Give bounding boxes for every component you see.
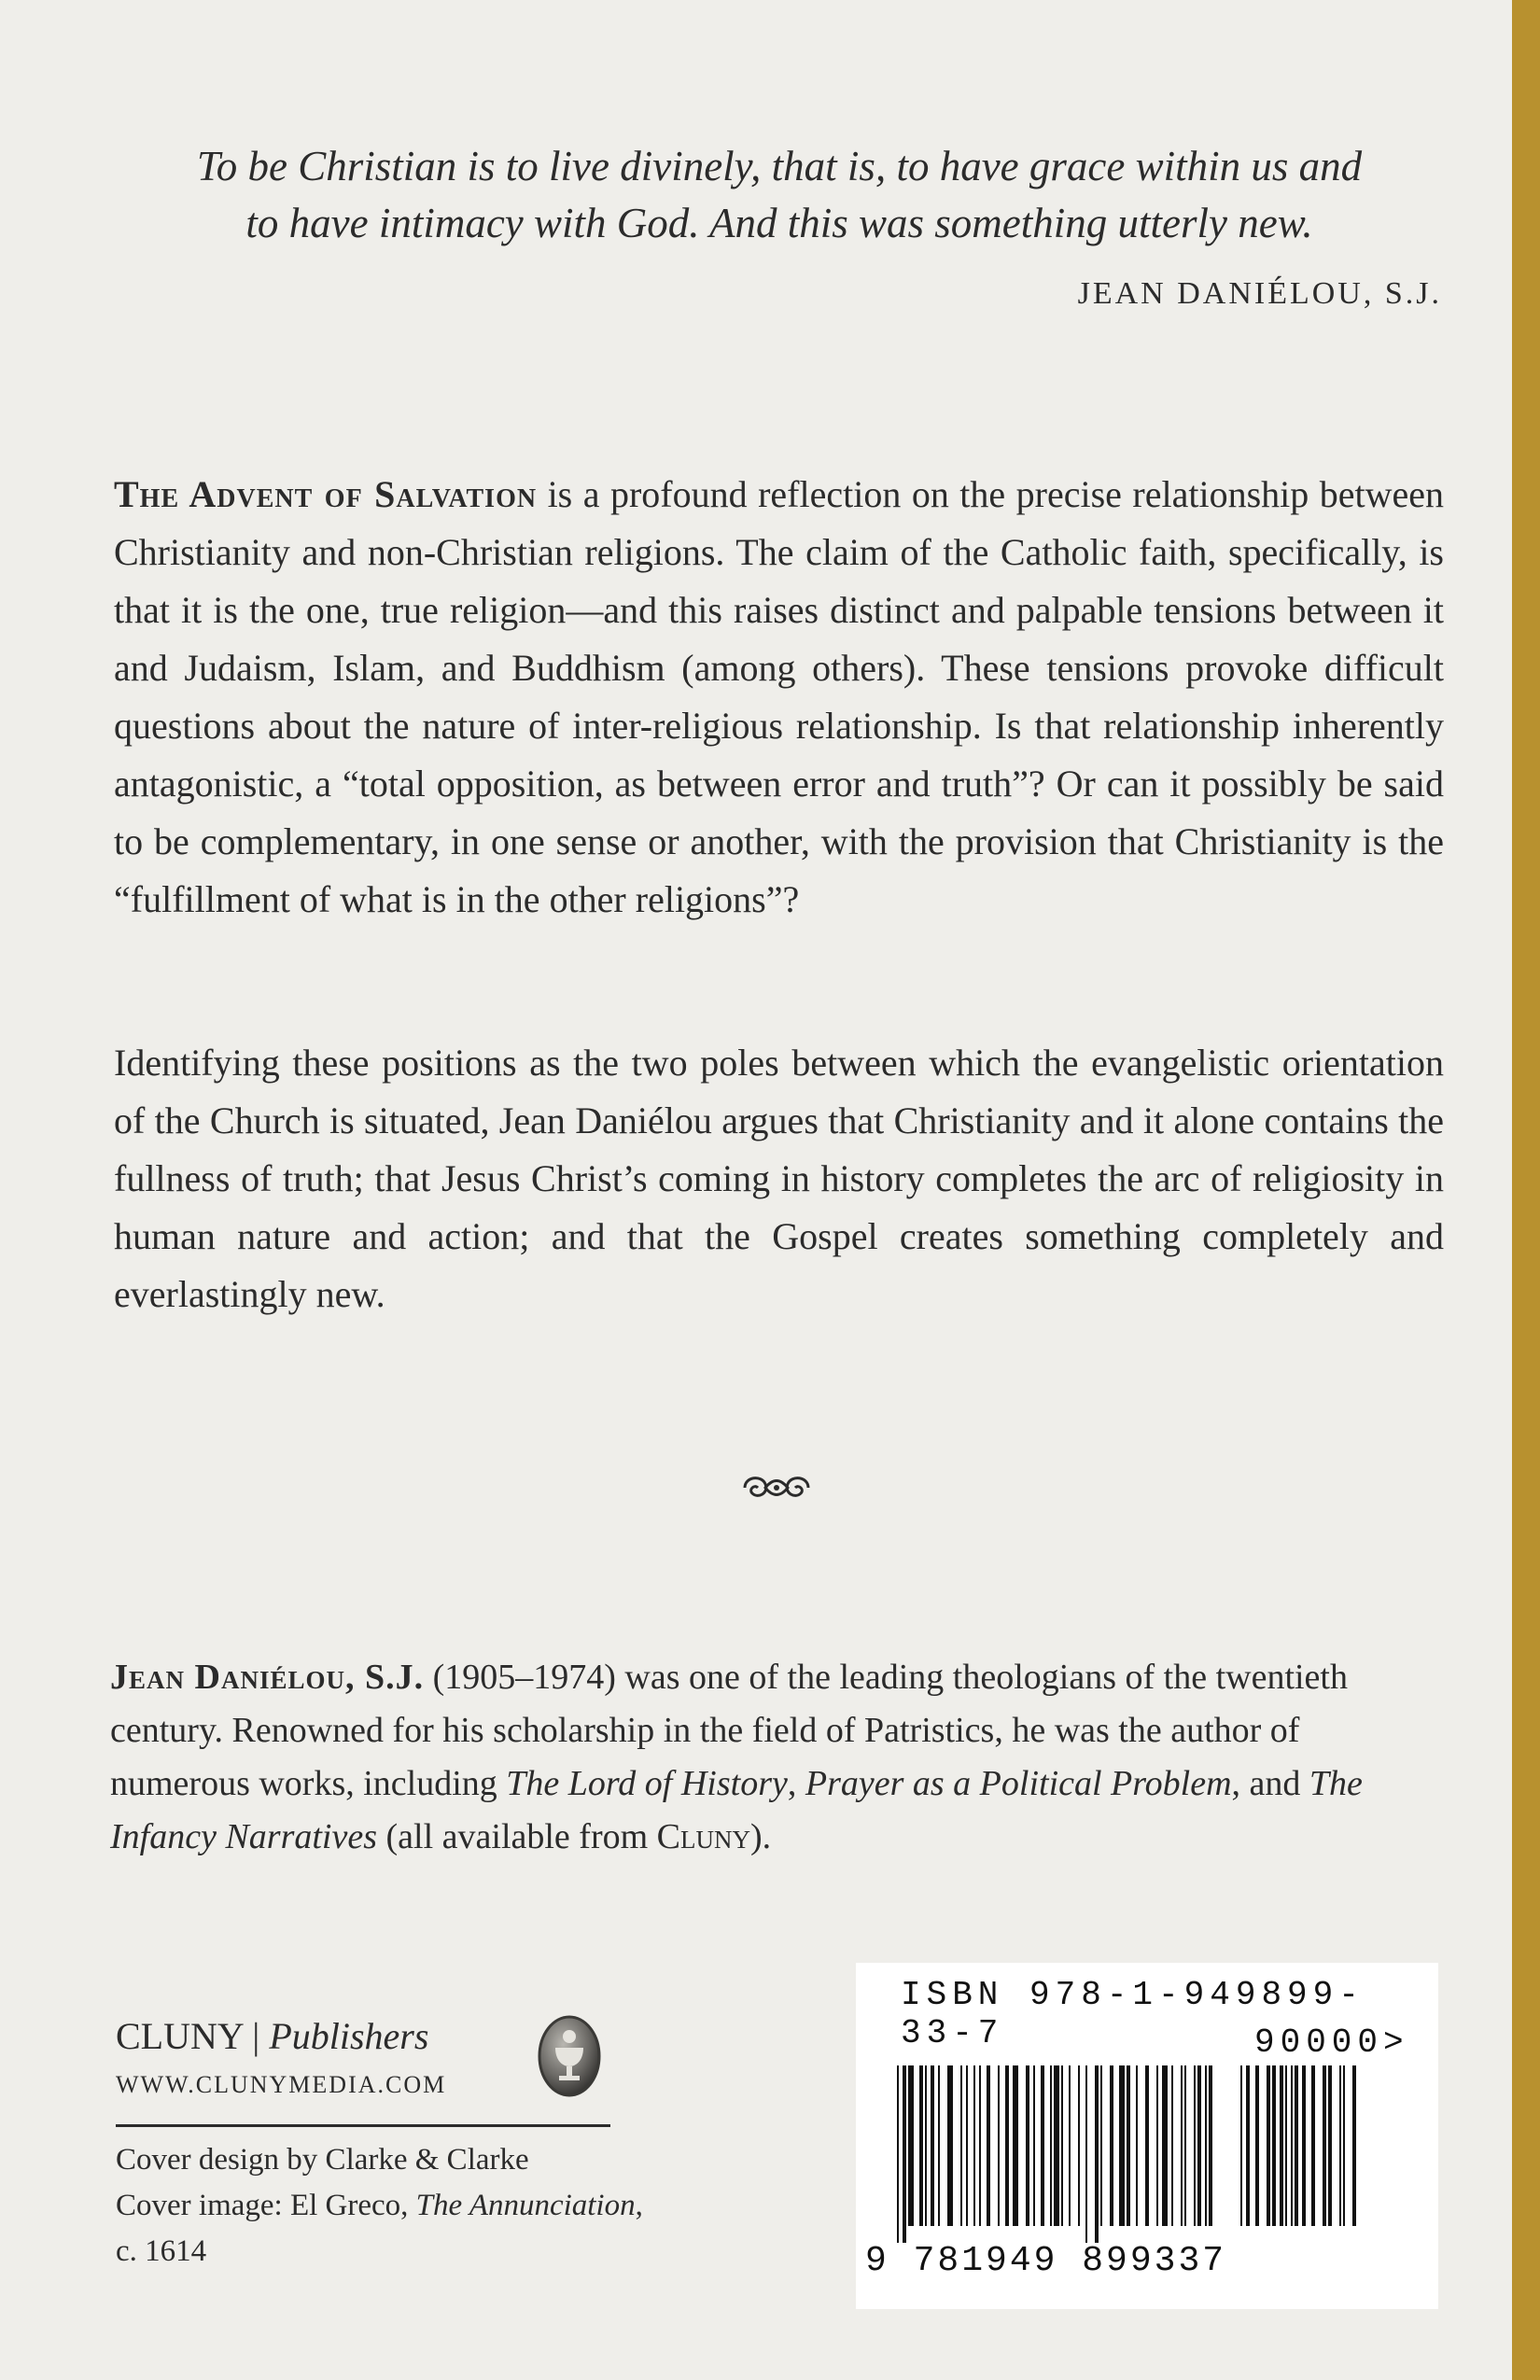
barcode-bar <box>1194 2065 1196 2226</box>
chalice-medallion-icon <box>537 2014 602 2098</box>
barcode-bar <box>1100 2065 1102 2226</box>
description-paragraph-1 <box>114 466 1444 929</box>
barcode-bar <box>1050 2065 1052 2226</box>
barcode-bar <box>1205 2065 1207 2226</box>
addon-barcode-bars <box>1240 2065 1362 2243</box>
barcode-bar <box>1145 2065 1149 2226</box>
work-title-1: The Lord of History <box>506 1764 788 1803</box>
epigraph-quote <box>112 138 1447 252</box>
publisher-separator: | <box>243 2015 270 2057</box>
barcode-bar <box>1041 2065 1044 2226</box>
barcode-bar <box>1005 2065 1009 2226</box>
publisher-mention: Cluny <box>656 1817 750 1856</box>
author-bio <box>110 1651 1443 1864</box>
epigraph-line-2: to have intimacy with God. And this was something utterly new. <box>245 200 1313 246</box>
barcode-bar <box>1323 2065 1326 2226</box>
epigraph-line-1: To be Christian is to live divinely, that is, to have grace within us and <box>196 143 1363 189</box>
barcode-bar <box>925 2065 927 2226</box>
barcode-bar <box>1267 2065 1270 2226</box>
barcode-bar <box>1026 2065 1029 2226</box>
barcode-bar <box>1343 2065 1345 2226</box>
fleuron-ornament-icon <box>737 1467 816 1508</box>
barcode-bar <box>897 2065 899 2243</box>
barcode-bar <box>979 2065 981 2226</box>
book-title: The Advent of Salvation <box>114 473 538 515</box>
isbn-number: ISBN 978-1-949899-33-7 <box>901 1976 1365 2052</box>
work-title-2: Prayer as a Political Problem <box>805 1764 1232 1803</box>
barcode-bar <box>1352 2065 1356 2226</box>
barcode-bar <box>938 2065 940 2226</box>
barcode-bar <box>1069 2065 1071 2226</box>
work-title-3: The Infancy Narratives <box>110 1764 1363 1856</box>
barcode-bar <box>1136 2065 1138 2226</box>
barcode-bar <box>1302 2065 1306 2226</box>
barcode-bar <box>1110 2065 1113 2226</box>
author-bio-text: (all available from <box>377 1817 657 1856</box>
description-paragraph-1-text: is a profound reflection on the precise relationship between Christianity and non-Christian religions. The claim of the Catholic faith, specifically, is that it is the one, true religion—and this raises distinct and palpable tensions between it and Judaism, Islam, and Buddhism (among others). These tensions provoke difficult questions about the nature of inter-religious relationship. Is that relationship inherently antagonistic, a “total opposition, as between error and truth”? Or can it possibly be said to be complementary, in one sense or another, with the provision that Christianity is the “fulfillment of what is in the other religions”? <box>114 473 1445 920</box>
barcode-bar <box>1162 2065 1168 2226</box>
isbn-barcode <box>856 1963 1438 2309</box>
cover-image-suffix: , <box>635 2189 643 2222</box>
barcode-bar <box>1078 2065 1080 2226</box>
cover-image-credit <box>116 2183 694 2229</box>
author-bio-text: ). <box>750 1817 772 1856</box>
barcode-bar <box>947 2065 953 2226</box>
barcode-bar <box>1156 2065 1158 2226</box>
cover-credits <box>116 2137 694 2275</box>
publisher-name <box>116 2014 428 2058</box>
separator: , and <box>1231 1764 1309 1803</box>
barcode-bar <box>1291 2065 1293 2226</box>
barcode-bar <box>1013 2065 1018 2226</box>
author-bio-text: (1905–1974) was one of the leading theologians of the twentieth century. Renowned for his scholarship in the field of Patristics, he was the author of numerous works, including <box>110 1658 1348 1803</box>
barcode-bar <box>1280 2065 1283 2226</box>
barcode-bar <box>1246 2065 1250 2226</box>
barcode-bar <box>973 2065 975 2226</box>
separator: , <box>787 1764 805 1803</box>
barcode-bar <box>1255 2065 1259 2226</box>
cover-image-title: The Annunciation <box>415 2189 636 2222</box>
epigraph-attribution: JEAN DANIÉLOU, S.J. <box>1077 276 1442 311</box>
barcode-bar <box>960 2065 962 2226</box>
barcode-bar <box>1181 2065 1183 2226</box>
author-name: Jean Daniélou, S.J. <box>110 1658 425 1697</box>
cover-image-date: c. 1614 <box>116 2234 207 2268</box>
barcode-bar <box>1295 2065 1298 2226</box>
barcode-bar <box>966 2065 968 2226</box>
publisher-name-text: CLUNY <box>116 2015 244 2057</box>
publisher-label: Publishers <box>269 2015 429 2057</box>
barcode-bar <box>1119 2065 1125 2226</box>
barcode-bar <box>1311 2065 1315 2226</box>
spine-stripe <box>1512 0 1540 2380</box>
barcode-bar <box>1085 2065 1087 2243</box>
ean-digits: 9 781949 899337 <box>865 2241 1227 2281</box>
barcode-bar <box>1240 2065 1242 2226</box>
barcode-bar <box>919 2065 923 2226</box>
barcode-bar <box>1328 2065 1332 2226</box>
barcode-bar <box>1095 2065 1099 2243</box>
barcode-bar <box>1209 2065 1212 2226</box>
barcode-bar <box>1184 2065 1186 2226</box>
barcode-bar <box>903 2065 906 2243</box>
barcode-bar <box>998 2065 1000 2226</box>
barcode-bar <box>908 2065 914 2226</box>
barcode-bar <box>1061 2065 1063 2226</box>
barcode-bar <box>1033 2065 1035 2226</box>
barcode-bar <box>1272 2065 1276 2226</box>
barcode-bar <box>1054 2065 1059 2226</box>
description-paragraph-2: Identifying these positions as the two poles between which the evangelistic orientation of the Church is situated, Jean Daniélou argues that Christianity and it alone contains the fullness of truth; that Jesus Christ’s coming in history completes the arc of religiosity in human nature and action; and that the Gospel creates something completely and everlastingly new. <box>114 1042 1444 1315</box>
barcode-bar <box>1285 2065 1287 2226</box>
barcode-bar <box>1171 2065 1173 2226</box>
barcode-bar <box>931 2065 934 2226</box>
barcode-bar <box>1127 2065 1130 2226</box>
barcode-bar <box>1197 2065 1201 2226</box>
barcode-bar <box>987 2065 990 2226</box>
ean-barcode-bars <box>897 2065 1224 2243</box>
barcode-bar <box>1339 2065 1341 2226</box>
cover-design-credit: Cover design by Clarke & Clarke <box>116 2143 529 2177</box>
cover-image-prefix: Cover image: El Greco, <box>116 2189 416 2222</box>
publisher-url: WWW.CLUNYMEDIA.COM <box>116 2071 447 2098</box>
publisher-divider <box>116 2124 610 2127</box>
price-addon-digits: 90000> <box>1254 2023 1409 2062</box>
